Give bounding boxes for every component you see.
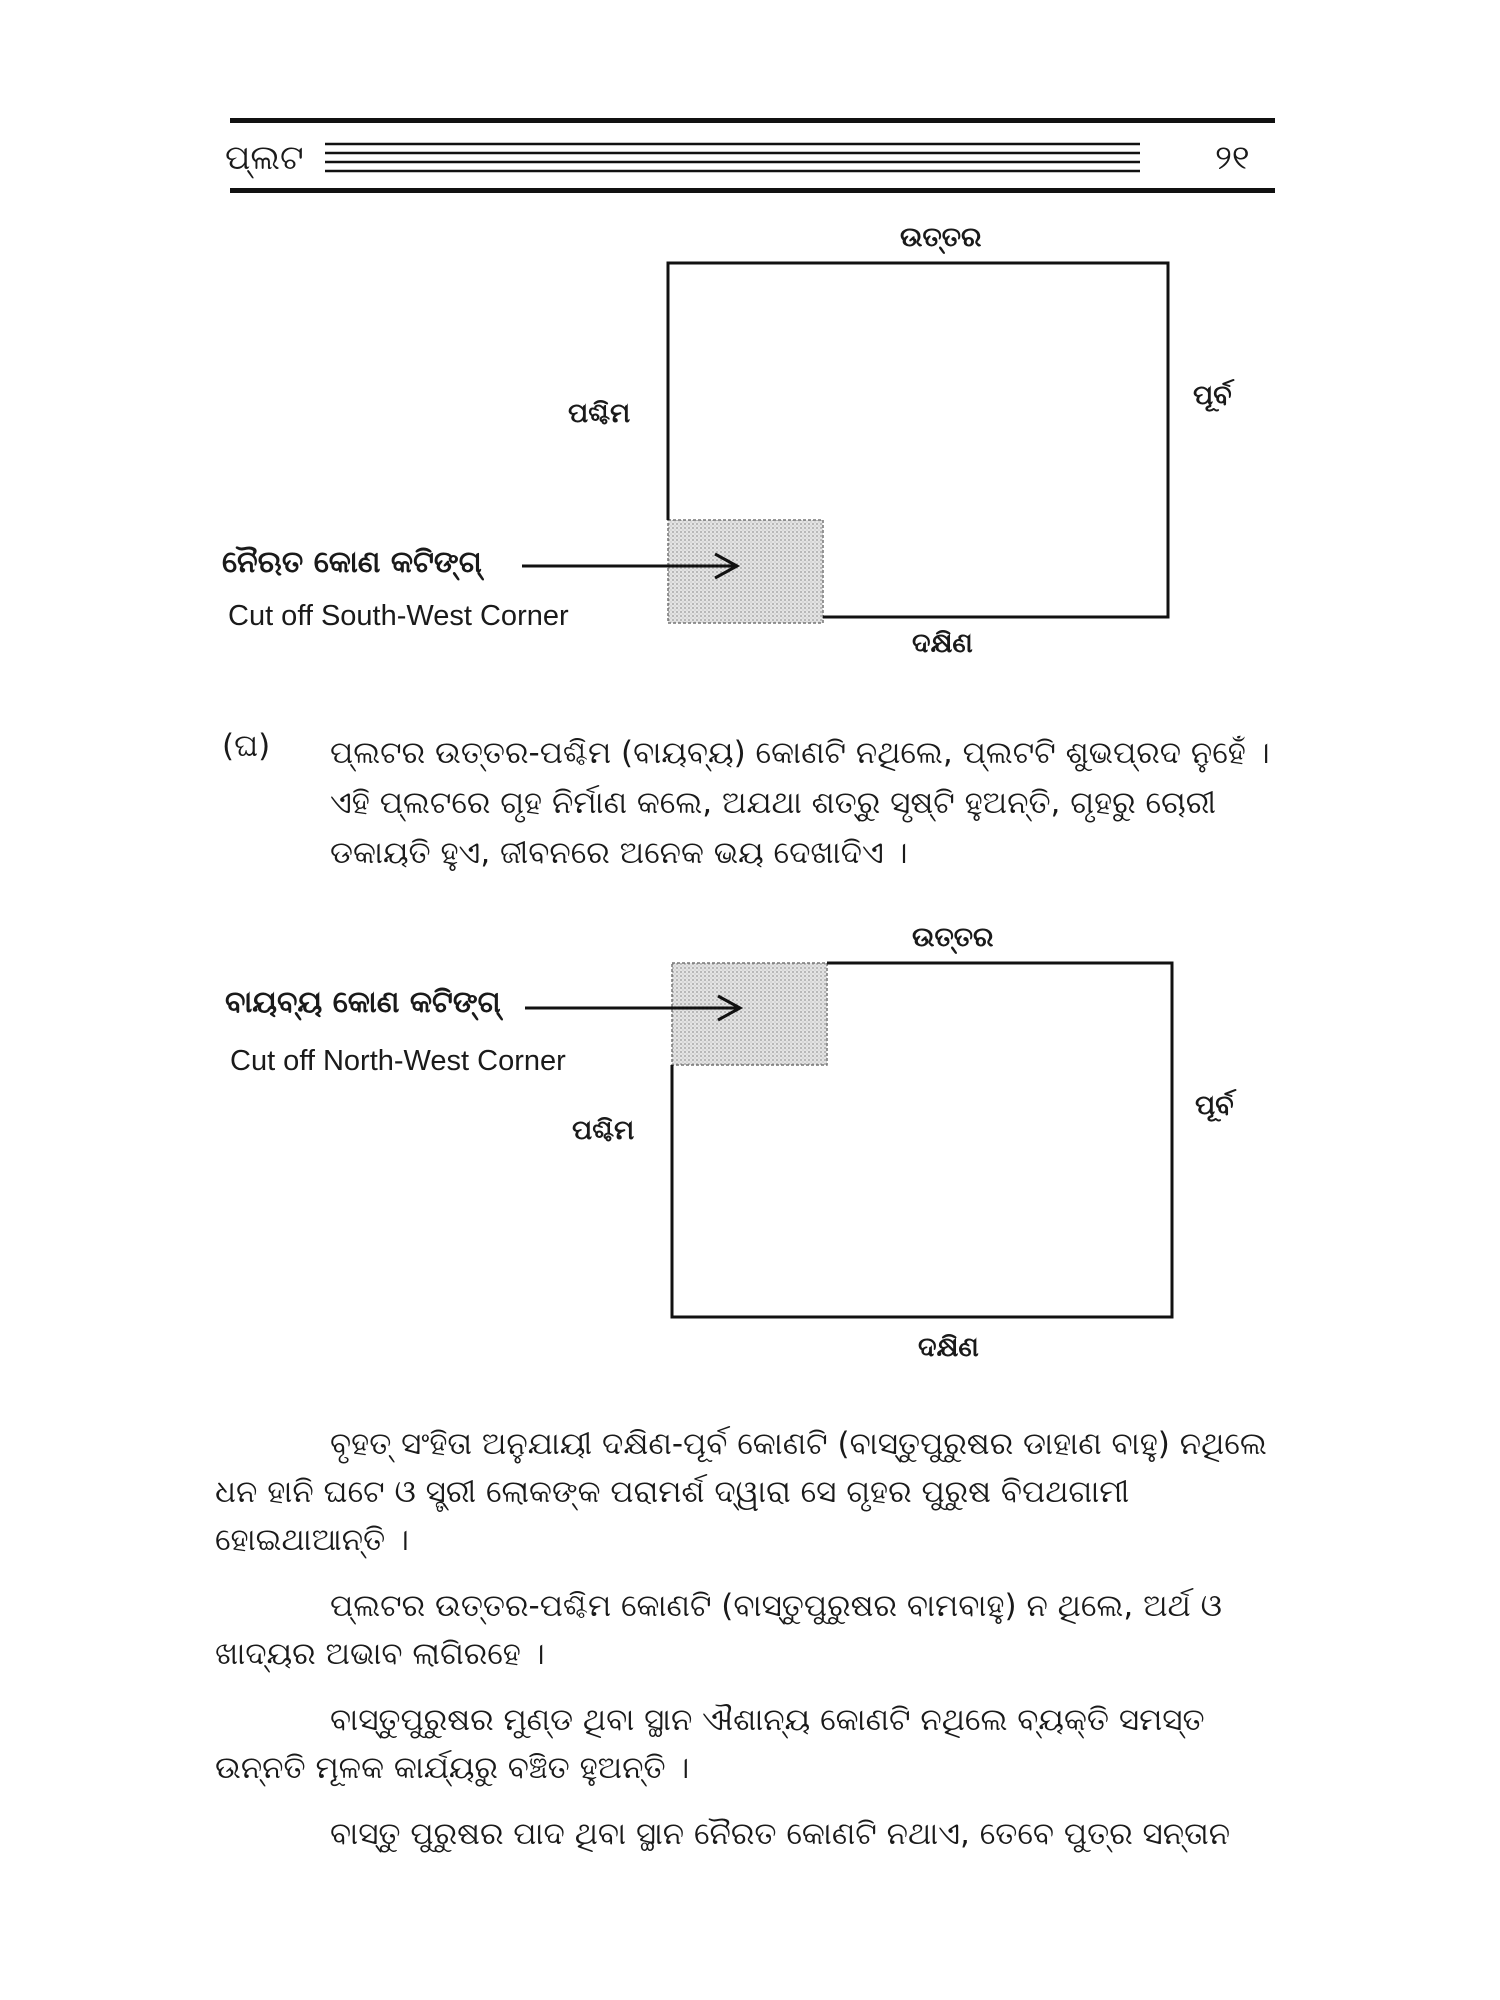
page-number: ୨୧ (1215, 138, 1250, 178)
running-title: ପ୍ଲଟ (225, 138, 304, 178)
label-south-2: ଦକ୍ଷିଣ (918, 1332, 979, 1363)
label-west-1: ପଶ୍ଚିମ (568, 398, 631, 429)
callout-label-or-1: ନୈଋତ କୋଣ କଟିଙ୍ଗ୍ (222, 545, 482, 580)
paragraph-4: ବାସ୍ତୁ ପୁରୁଷର ପାଦ ଥିବା ସ୍ଥାନ ନୈରତ କୋଣଟି ନଥାଏ, ତେବେ ପୁତ୍ର ସନ୍ତାନ (330, 1816, 1231, 1852)
arrow-icon (520, 548, 745, 584)
label-east-1: ପୂର୍ବ (1193, 380, 1232, 411)
label-east-2: ପୂର୍ବ (1195, 1090, 1234, 1121)
label-north-1: ଉତ୍ତର (900, 222, 982, 253)
item-label: (ଘ) (222, 728, 271, 764)
callout-label-or-2: ବାୟବ୍ୟ କୋଣ କଟିଙ୍ଗ୍ (225, 985, 501, 1020)
item-text: ପ୍ଲଟର ଉତ୍ତର-ପଶ୍ଚିମ (ବାୟବ୍ୟ) କୋଣଟି ନଥିଲେ, ପ୍ଲଟଟି ଶୁଭପ୍ରଦ ନୁହେଁ । ଏହି ପ୍ଲଟରେ ଗୃହ ନିର୍ମାଣ କଲେ, ଅଯଥା ଶତ୍ରୁ ସୃଷ୍ଟି ହୁଅନ୍ତି, ଗୃହରୁ ଚୋରୀ ଡକାୟତି ହୁଏ, ଜୀବନରେ ଅନେକ ଭୟ ଦେଖାଦିଏ । (330, 735, 1270, 871)
paragraph-3: ବାସ୍ତୁପୁରୁଷର ମୁଣ୍ଡ ଥିବା ସ୍ଥାନ ଐଶାନ୍ୟ କୋଣଟି ନଥିଲେ ବ୍ୟକ୍ତି ସମସ୍ତ ଉନ୍ନତି ମୂଳକ କାର୍ଯ୍ୟରୁ ବଞ୍ଚିତ ହୁଅନ୍ତି । (215, 1702, 1205, 1786)
label-south-1: ଦକ୍ଷିଣ (912, 628, 973, 659)
callout-label-en-2: Cut off North-West Corner (230, 1045, 566, 1077)
header-rule-bottom (230, 188, 1275, 193)
paragraph-2: ପ୍ଲଟର ଉତ୍ତର-ପଶ୍ଚିମ କୋଣଟି (ବାସ୍ତୁପୁରୁଷର ବାମବାହୁ) ନ ଥିଲେ, ଅର୍ଥ ଓ ଖାଦ୍ୟର ଅଭାବ ଲାଗିରହେ । (215, 1588, 1222, 1672)
paragraph-1: ବୃହତ୍ ସଂହିତା ଅନୁଯାୟୀ ଦକ୍ଷିଣ-ପୂର୍ବ କୋଣଟି (ବାସ୍ତୁପୁରୁଷର ଡାହାଣ ବାହୁ) ନଥିଲେ ଧନ ହାନି ଘଟେ ଓ ସ୍ତ୍ରୀ ଲୋକଙ୍କ ପରାମର୍ଶ ଦ୍ୱାରା ସେ ଗୃହର ପୁରୁଷ ବିପଥଗାମୀ ହୋଇଥାଆନ୍ତି । (215, 1426, 1267, 1558)
body-text (215, 1420, 1285, 1858)
header-rule-top (230, 118, 1275, 123)
arrow-icon (523, 990, 748, 1026)
header-ornament-lines (325, 140, 1140, 176)
label-north-2: ଉତ୍ତର (912, 922, 994, 953)
callout-label-en-1: Cut off South-West Corner (228, 600, 569, 632)
label-west-2: ପଶ୍ଚିମ (572, 1115, 635, 1146)
